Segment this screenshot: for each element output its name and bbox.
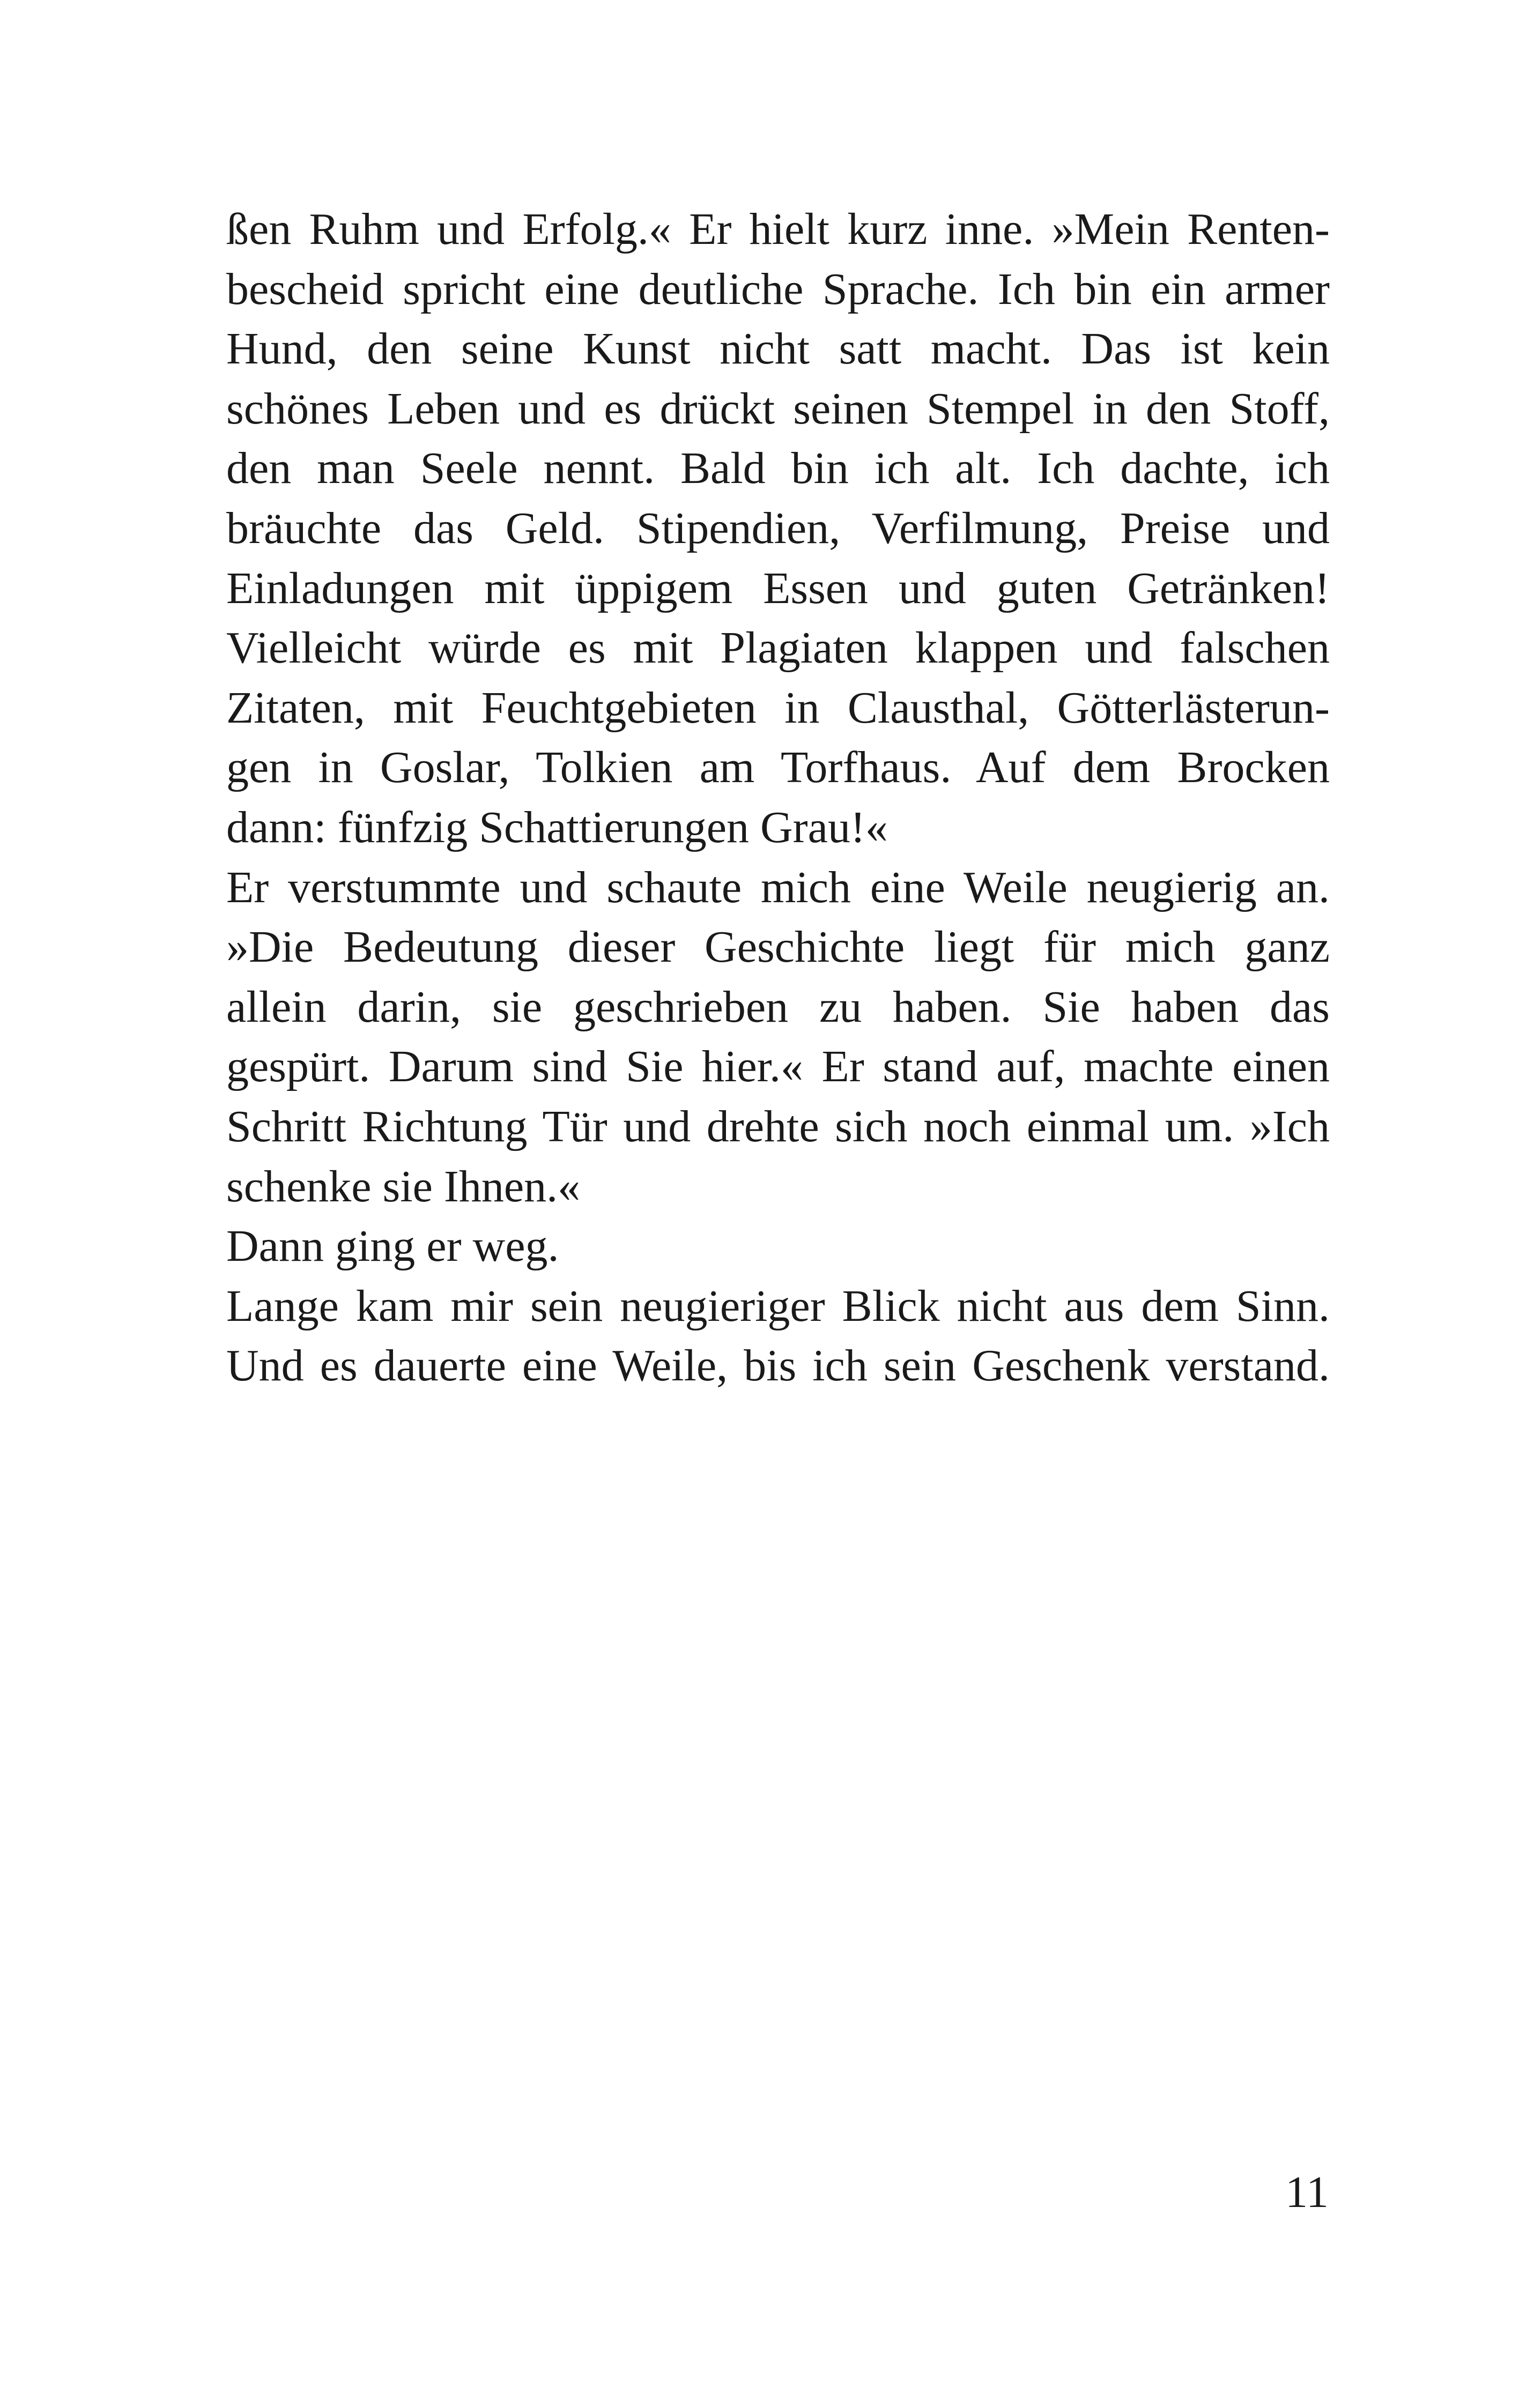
text-line: den man Seele nennt. Bald bin ich alt. Ich dachte, ich bbox=[226, 443, 1330, 494]
text-line: bräuchte das Geld. Stipendien, Verfilmung, Preise und bbox=[226, 503, 1330, 553]
text-line: Und es dauerte eine Weile, bis ich sein Geschenk verstand. bbox=[226, 1341, 1330, 1391]
text-line: Zitaten, mit Feuchtgebieten in Clausthal, Götterlästerun- bbox=[226, 682, 1330, 733]
text-line: Lange kam mir sein neugieriger Blick nicht aus dem Sinn. bbox=[226, 1281, 1330, 1331]
text-line: gespürt. Darum sind Sie hier.« Er stand auf, machte einen bbox=[226, 1042, 1330, 1092]
text-line: schenke sie Ihnen.« bbox=[226, 1161, 581, 1212]
text-line: ßen Ruhm und Erfolg.« Er hielt kurz inne. »Mein Renten- bbox=[226, 204, 1330, 254]
page-number: 11 bbox=[1285, 2167, 1329, 2217]
text-line: dann: fünfzig Schattierungen Grau!« bbox=[226, 802, 888, 852]
text-line: Einladungen mit üppigem Essen und guten Getränken! bbox=[226, 563, 1330, 613]
text-line: »Die Bedeutung dieser Geschichte liegt für mich ganz bbox=[226, 922, 1330, 972]
text-line: allein darin, sie geschrieben zu haben. Sie haben das bbox=[226, 982, 1330, 1032]
text-line: Dann ging er weg. bbox=[226, 1221, 559, 1272]
text-line: Hund, den seine Kunst nicht satt macht. Das ist kein bbox=[226, 324, 1330, 374]
text-line: Er verstummte und schaute mich eine Weile neugierig an. bbox=[226, 862, 1330, 912]
text-line: schönes Leben und es drückt seinen Stempel in den Stoff, bbox=[226, 383, 1330, 434]
text-line: gen in Goslar, Tolkien am Torfhaus. Auf dem Brocken bbox=[226, 742, 1330, 793]
body-text bbox=[226, 199, 1330, 1396]
text-line: bescheid spricht eine deutliche Sprache. Ich bin ein armer bbox=[226, 264, 1330, 314]
text-line: Vielleicht würde es mit Plagiaten klappen und falschen bbox=[226, 623, 1330, 673]
text-line: Schritt Richtung Tür und drehte sich noch einmal um. »Ich bbox=[226, 1101, 1330, 1151]
